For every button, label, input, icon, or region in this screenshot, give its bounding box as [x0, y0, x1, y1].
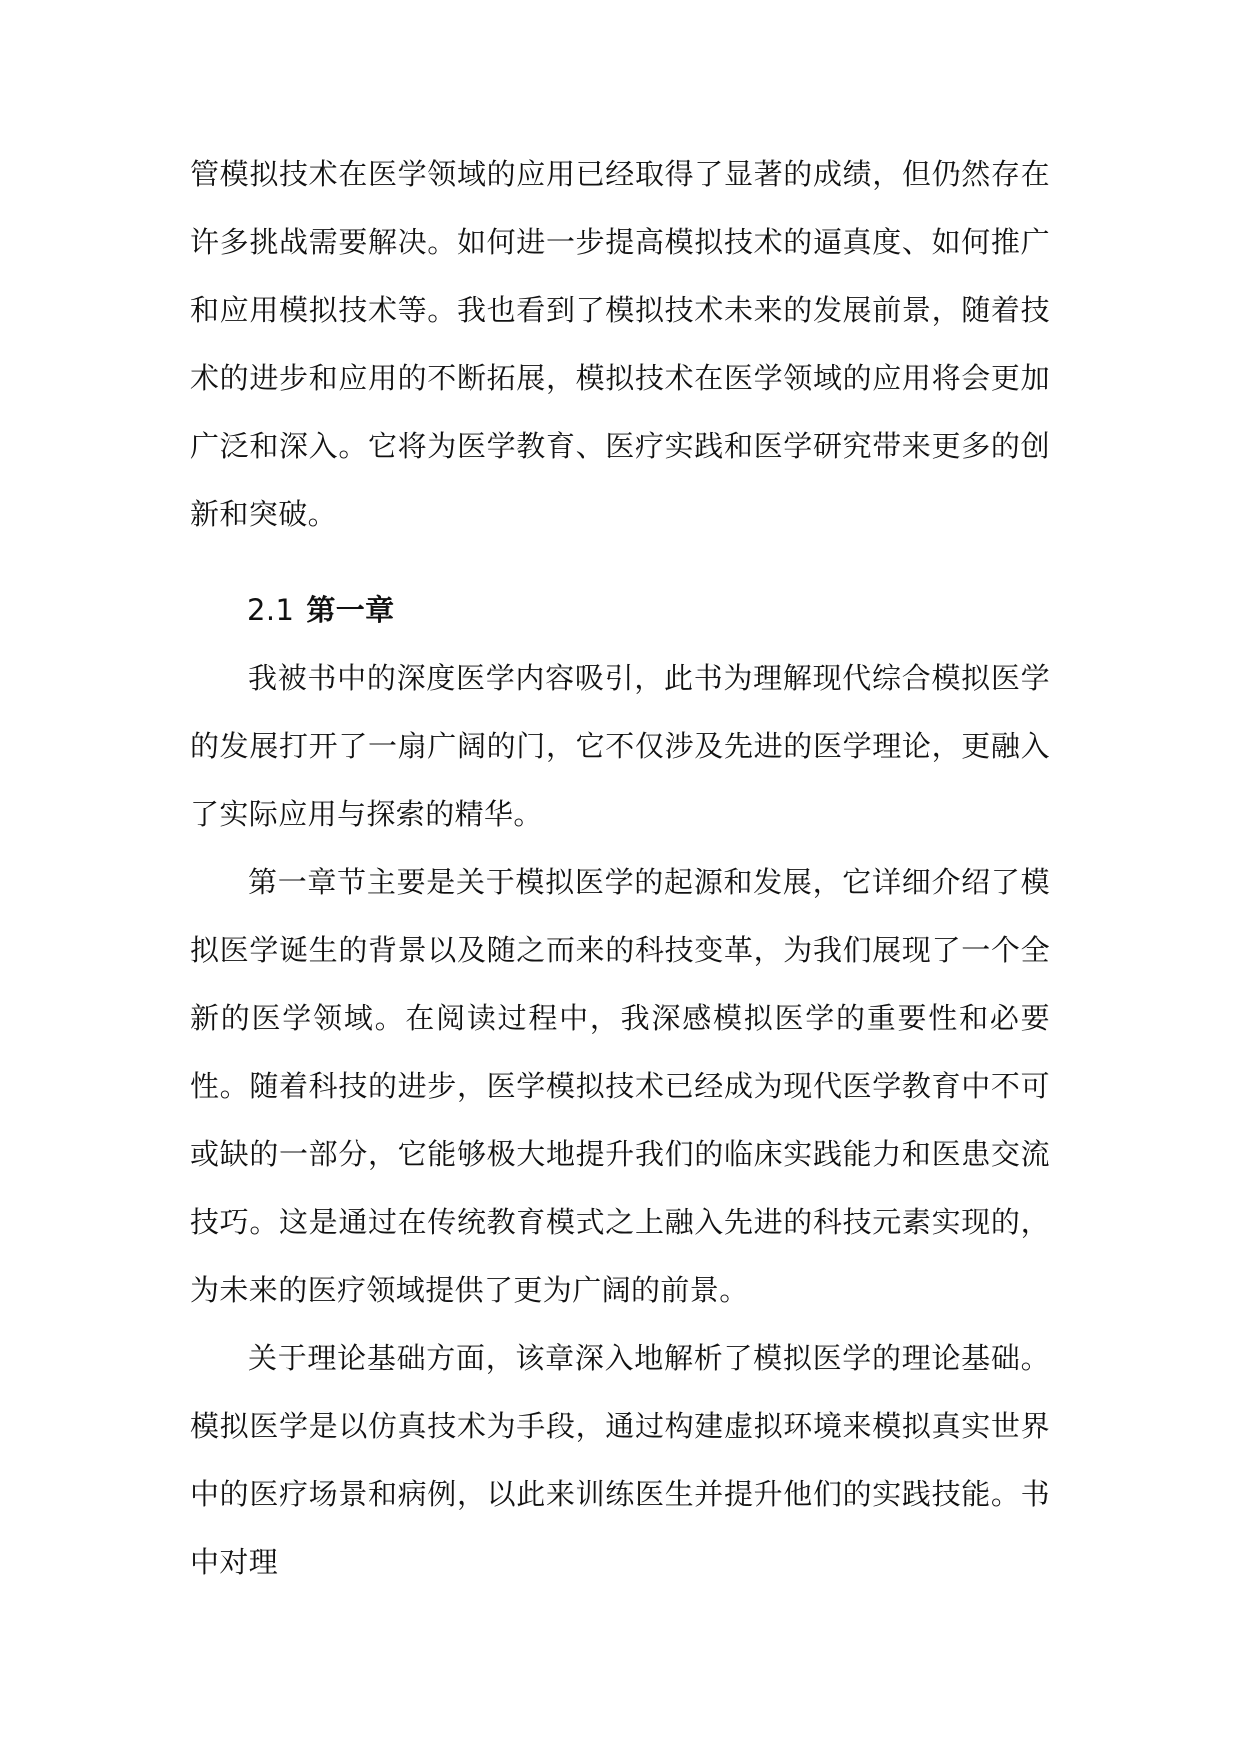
document-body	[190, 140, 1050, 1596]
intro-paragraph: 管模拟技术在医学领域的应用已经取得了显著的成绩，但仍然存在许多挑战需要解决。如何进一步提高模拟技术的逼真度、如何推广和应用模拟技术等。我也看到了模拟技术未来的发展前景，随着技术的进步和应用的不断拓展，模拟技术在医学领域的应用将会更加广泛和深入。它将为医学教育、医疗实践和医学研究带来更多的创新和突破。	[190, 157, 1050, 531]
section-heading	[190, 576, 1050, 644]
body-paragraph-3: 关于理论基础方面，该章深入地解析了模拟医学的理论基础。模拟医学是以仿真技术为手段，通过构建虚拟环境来模拟真实世界中的医疗场景和病例，以此来训练医生并提升他们的实践技能。书中对理	[190, 1341, 1050, 1579]
body-paragraph-1: 我被书中的深度医学内容吸引，此书为理解现代综合模拟医学的发展打开了一扇广阔的门，它不仅涉及先进的医学理论，更融入了实际应用与探索的精华。	[190, 661, 1050, 831]
section-number: 2.1	[247, 593, 295, 627]
section-title: 第一章	[306, 593, 395, 627]
body-paragraph-2: 第一章节主要是关于模拟医学的起源和发展，它详细介绍了模拟医学诞生的背景以及随之而来的科技变革，为我们展现了一个全新的医学领域。在阅读过程中，我深感模拟医学的重要性和必要性。随着科技的进步，医学模拟技术已经成为现代医学教育中不可或缺的一部分，它能够极大地提升我们的临床实践能力和医患交流技巧。这是通过在传统教育模式之上融入先进的科技元素实现的，为未来的医疗领域提供了更为广阔的前景。	[190, 865, 1050, 1307]
